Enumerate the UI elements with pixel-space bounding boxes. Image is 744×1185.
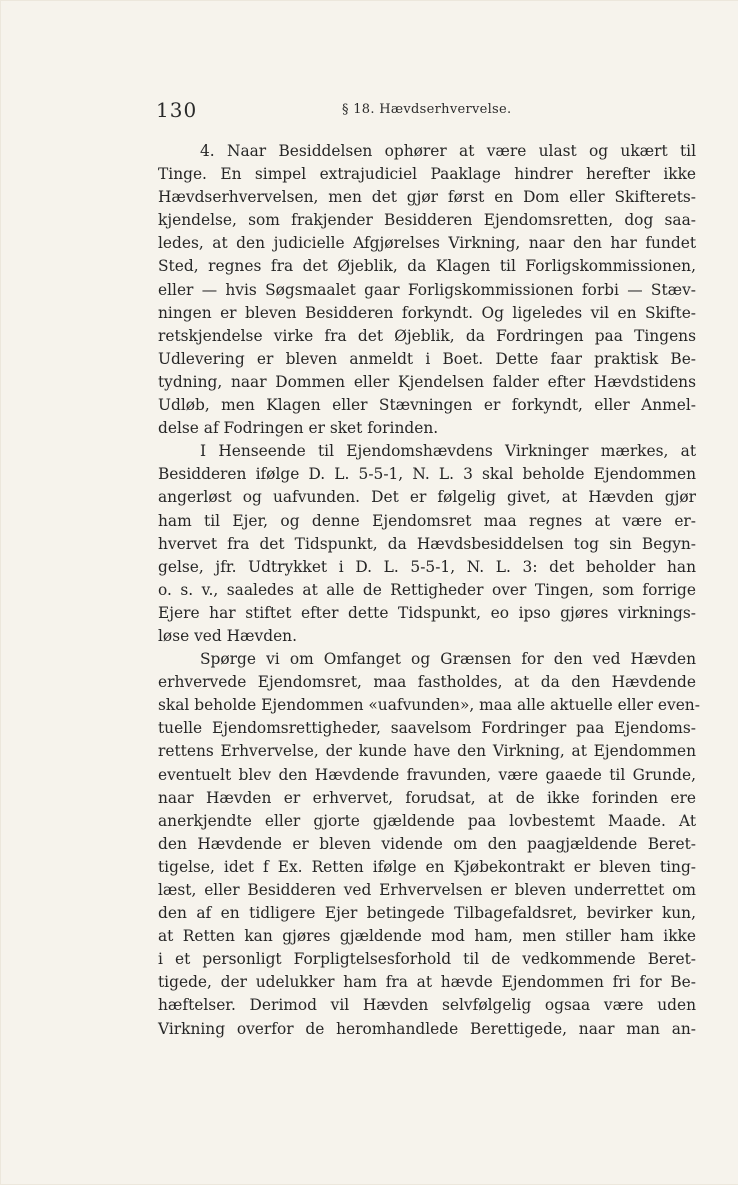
body-text xyxy=(158,140,700,1041)
text-line: tigelse, idet f Ex. Retten ifølge en Kjøbekontrakt er bleven ting- xyxy=(158,857,696,876)
text-line: angerløst og uafvunden. Det er følgelig givet, at Hævden gjør xyxy=(158,488,696,507)
text-line: 4. Naar Besiddelsen ophører at være ulast og ukært til xyxy=(200,142,696,160)
text-line: i et personligt Forpligtelsesforhold til de vedkommende Beret- xyxy=(158,950,696,969)
text-line: eller — hvis Søgsmaalet gaar Forligskommissionen forbi — Stæv- xyxy=(158,280,696,299)
text-line: Udløb, men Klagen eller Stævningen er forkyndt, eller Anmel- xyxy=(158,396,696,415)
text-line: læst, eller Besidderen ved Erhvervelsen er bleven underrettet om xyxy=(158,881,696,899)
text-line: gelse, jfr. Udtrykket i D. L. 5-5-1, N. L. 3: det beholder han xyxy=(158,557,696,576)
text-line: o. s. v., saaledes at alle de Rettigheder over Tingen, som forrige xyxy=(158,580,696,599)
text-line: kjendelse, som frakjender Besidderen Ejendomsretten, dog saa- xyxy=(158,211,696,230)
text-line: ham til Ejer, og denne Ejendomsret maa regnes at være er- xyxy=(158,511,696,530)
page-edge xyxy=(738,0,744,1185)
text-line: skal beholde Ejendommen «uafvunden», maa alle aktuelle eller even- xyxy=(158,696,700,715)
text-line: Tinge. En simpel extrajudiciel Paaklage hindrer herefter ikke xyxy=(158,165,696,184)
text-line: Spørge vi om Omfanget og Grænsen for den ved Hævden xyxy=(200,650,696,669)
text-line: eventuelt blev den Hævdende fravunden, være gaaede til Grunde, xyxy=(158,765,696,784)
text-line: delse af Fodringen er sket forinden. xyxy=(158,419,439,438)
text-line: tydning, naar Dommen eller Kjendelsen falder efter Hævdstidens xyxy=(158,372,696,391)
text-line: rettens Erhvervelse, der kunde have den Virkning, at Ejendommen xyxy=(158,742,696,761)
text-line: ledes, at den judicielle Afgjørelses Virkning, naar den har fundet xyxy=(158,234,696,253)
text-line: den af en tidligere Ejer betingede Tilbagefaldsret, bevirker kun, xyxy=(158,904,696,923)
text-line: Besidderen ifølge D. L. 5-5-1, N. L. 3 skal beholde Ejendommen xyxy=(158,465,696,484)
text-line: tigede, der udelukker ham fra at hævde Ejendommen fri for Be- xyxy=(158,973,696,992)
text-line: anerkjendte eller gjorte gjældende paa lovbestemt Maade. At xyxy=(158,811,696,830)
text-line: erhvervede Ejendomsret, maa fastholdes, at da den Hævdende xyxy=(158,673,696,692)
text-line: Ejere har stiftet efter dette Tidspunkt, eo ipso gjøres virknings- xyxy=(158,603,696,622)
text-line: retskjendelse virke fra det Øjeblik, da Fordringen paa Tingens xyxy=(158,326,696,345)
text-line: den Hævdende er bleven vidende om den paagjældende Beret- xyxy=(158,834,696,853)
text-line: Sted, regnes fra det Øjeblik, da Klagen til Forligskommissionen, xyxy=(158,257,696,276)
text-line: at Retten kan gjøres gjældende mod ham, men stiller ham ikke xyxy=(158,927,696,946)
text-line: løse ved Hævden. xyxy=(158,626,297,645)
text-line: hæftelser. Derimod vil Hævden selvfølgelig ogsaa være uden xyxy=(158,996,696,1015)
text-line: naar Hævden er erhvervet, forudsat, at de ikke forinden ere xyxy=(158,788,696,807)
text-line: ningen er bleven Besidderen forkyndt. Og ligeledes vil en Skifte- xyxy=(158,303,696,322)
text-line: Virkning overfor de heromhandlede Berettigede, naar man an- xyxy=(158,1019,696,1038)
running-head: § 18. Hævdserhvervelse. xyxy=(342,102,512,117)
text-line: Udlevering er bleven anmeldt i Boet. Dette faar praktisk Be- xyxy=(158,349,696,368)
page-header xyxy=(156,96,696,122)
text-line: I Henseende til Ejendomshævdens Virkninger mærkes, at xyxy=(200,442,696,461)
text-line: Hævdserhvervelsen, men det gjør først en Dom eller Skifterets- xyxy=(158,188,696,207)
page-number: 130 xyxy=(156,98,198,122)
text-line: hvervet fra det Tidspunkt, da Hævdsbesiddelsen tog sin Begyn- xyxy=(158,534,696,553)
text-line: tuelle Ejendomsrettigheder, saavelsom Fordringer paa Ejendoms- xyxy=(158,719,696,738)
